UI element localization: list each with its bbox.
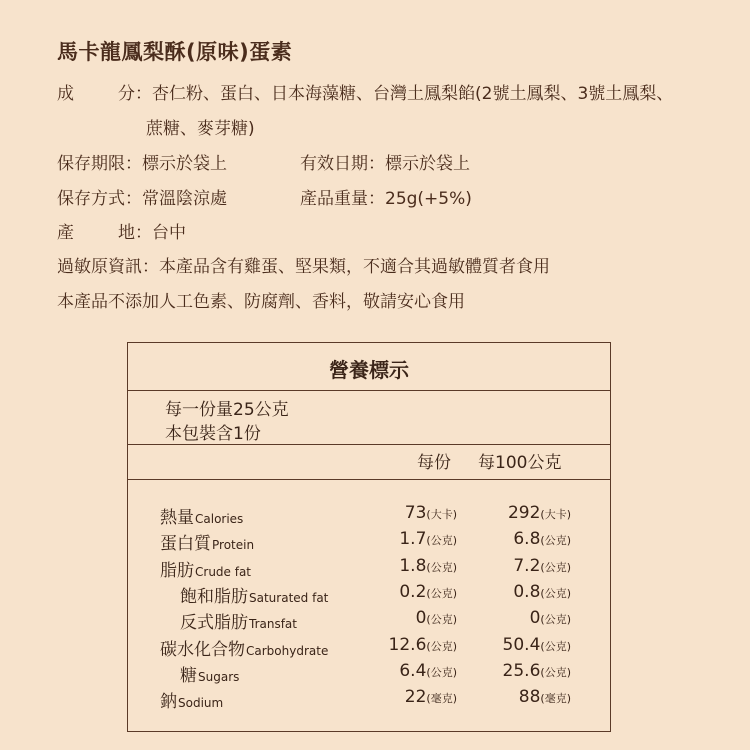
nutrition-row bbox=[128, 582, 610, 608]
per-serving-value-number: 1.8 bbox=[399, 555, 427, 576]
nutrient-name-zh: 脂肪 bbox=[160, 560, 194, 581]
per-serving-value-number: 0 bbox=[415, 608, 427, 629]
per-100g-value-number: 6.8 bbox=[513, 529, 541, 550]
per-100g-value bbox=[530, 608, 571, 628]
per-serving-value-unit: (公克) bbox=[426, 534, 457, 548]
nutrient-name bbox=[160, 687, 223, 712]
ingredients-text-line1: ：杏仁粉、蛋白、日本海藻糖、台灣土鳳梨餡(2號土鳳梨、3號土鳳梨、 bbox=[135, 84, 674, 104]
nutrient-name-en: Carbohydrate bbox=[246, 643, 329, 658]
per-100g-value bbox=[513, 582, 571, 602]
nutrient-name bbox=[160, 529, 254, 554]
shelf-life-text: 保存期限：標示於袋上 bbox=[57, 154, 227, 174]
nutrient-name bbox=[160, 503, 243, 528]
per-serving-value bbox=[399, 582, 457, 602]
per-serving-value-number: 73 bbox=[404, 503, 427, 523]
per-100g-value bbox=[519, 687, 571, 707]
column-header-per-serving: 每份 bbox=[417, 453, 451, 473]
nutrient-name-zh: 飽和脂肪 bbox=[180, 586, 248, 607]
nutrient-name bbox=[180, 608, 297, 633]
per-100g-value-number: 292 bbox=[507, 503, 541, 523]
nutrient-name-zh: 熱量 bbox=[160, 508, 194, 528]
nutrient-name-en: Crude fat bbox=[195, 564, 252, 579]
column-header-per-100g: 每100公克 bbox=[478, 453, 562, 473]
per-100g-value-unit: (公克) bbox=[540, 534, 571, 548]
per-serving-value bbox=[405, 687, 457, 707]
nutrition-row bbox=[128, 687, 610, 713]
nutrient-name-zh: 蛋白質 bbox=[160, 534, 211, 555]
per-100g-value-unit: (公克) bbox=[540, 665, 571, 679]
per-100g-value-unit: (公克) bbox=[540, 613, 571, 627]
per-100g-value-number: 0 bbox=[529, 608, 541, 629]
divider bbox=[128, 390, 610, 391]
nutrient-name-en: Sodium bbox=[178, 696, 224, 711]
per-serving-value bbox=[399, 661, 457, 681]
nutrient-name-zh: 碳水化合物 bbox=[160, 639, 245, 660]
origin-row bbox=[57, 218, 186, 243]
per-100g-value-unit: (公克) bbox=[540, 560, 571, 574]
origin-value: ：台中 bbox=[135, 223, 186, 243]
nutrient-name-en: Transfat bbox=[249, 617, 297, 632]
expiry-text: 有效日期：標示於袋上 bbox=[300, 154, 470, 174]
per-serving-value-unit: (毫克) bbox=[426, 692, 457, 706]
per-100g-value-number: 7.2 bbox=[513, 555, 541, 576]
per-serving-value-unit: (公克) bbox=[426, 586, 457, 600]
per-serving-value-number: 22 bbox=[404, 687, 427, 708]
per-serving-value-unit: (公克) bbox=[426, 639, 457, 653]
nutrition-row bbox=[128, 608, 610, 634]
divider bbox=[128, 479, 610, 480]
nutrition-row bbox=[128, 503, 610, 529]
per-serving-value bbox=[416, 608, 457, 628]
per-100g-value bbox=[508, 503, 571, 523]
per-100g-value bbox=[503, 635, 571, 655]
per-serving-value bbox=[405, 503, 457, 523]
per-serving-value-unit: (公克) bbox=[426, 613, 457, 627]
nutrient-name bbox=[180, 661, 239, 686]
nutrient-name-zh: 糖 bbox=[180, 665, 197, 686]
per-100g-value-number: 88 bbox=[518, 687, 541, 708]
per-serving-value bbox=[399, 529, 457, 549]
nutrition-panel bbox=[127, 342, 611, 732]
per-serving-value-number: 6.4 bbox=[399, 660, 427, 681]
nutrient-name bbox=[180, 582, 328, 607]
ingredients-label: 成 分 bbox=[57, 84, 135, 104]
per-100g-value-number: 25.6 bbox=[502, 660, 541, 681]
nutrient-name-en: Calories bbox=[195, 512, 244, 526]
per-100g-value-number: 50.4 bbox=[502, 634, 541, 655]
per-100g-value-unit: (公克) bbox=[540, 586, 571, 600]
nutrient-name-zh: 反式脂肪 bbox=[180, 613, 248, 634]
nutrition-row bbox=[128, 635, 610, 661]
nutrition-title: 營養標示 bbox=[329, 358, 409, 382]
nutrition-row bbox=[128, 661, 610, 687]
per-100g-value-unit: (毫克) bbox=[540, 692, 571, 706]
per-100g-value bbox=[503, 661, 571, 681]
storage-text: 保存方式：常溫陰涼處 bbox=[57, 189, 227, 209]
per-100g-value-number: 0.8 bbox=[513, 581, 541, 602]
per-serving-value-unit: (公克) bbox=[426, 665, 457, 679]
ingredients-text-line2: 蔗糖、麥芽糖) bbox=[146, 119, 255, 139]
nutrition-row bbox=[128, 556, 610, 582]
serving-size: 每一份量25公克 bbox=[165, 400, 289, 420]
per-serving-value-unit: (公克) bbox=[426, 560, 457, 574]
per-serving-value-number: 1.7 bbox=[399, 529, 427, 550]
per-serving-value bbox=[389, 635, 457, 655]
additive-text: 本產品不添加人工色素、防腐劑、香料，敬請安心食用 bbox=[57, 292, 465, 312]
nutrient-name bbox=[160, 635, 328, 660]
per-serving-value-unit: (大卡) bbox=[426, 508, 457, 521]
per-100g-value bbox=[513, 529, 571, 549]
per-serving-value-number: 0.2 bbox=[399, 581, 427, 602]
per-100g-value bbox=[513, 556, 571, 576]
divider bbox=[128, 444, 610, 445]
per-100g-value-unit: (大卡) bbox=[540, 508, 571, 521]
per-serving-value bbox=[399, 556, 457, 576]
ingredients-row bbox=[57, 79, 673, 104]
nutrient-name-en: Protein bbox=[212, 538, 255, 553]
nutrient-name-zh: 鈉 bbox=[160, 692, 177, 713]
per-100g-value-unit: (公克) bbox=[540, 639, 571, 653]
nutrient-name bbox=[160, 556, 251, 581]
origin-label: 產 地 bbox=[57, 223, 135, 243]
servings-per-pack: 本包裝含1份 bbox=[165, 424, 261, 444]
nutrient-name-en: Sugars bbox=[198, 669, 240, 684]
nutrient-name-en: Saturated fat bbox=[249, 590, 329, 605]
per-serving-value-number: 12.6 bbox=[388, 634, 427, 655]
nutrition-row bbox=[128, 529, 610, 555]
weight-text: 產品重量：25g(+5%) bbox=[300, 189, 472, 209]
allergen-text: 過敏原資訊：本產品含有雞蛋、堅果類，不適合其過敏體質者食用 bbox=[57, 257, 550, 277]
product-title: 馬卡龍鳳梨酥(原味)蛋素 bbox=[57, 40, 293, 64]
